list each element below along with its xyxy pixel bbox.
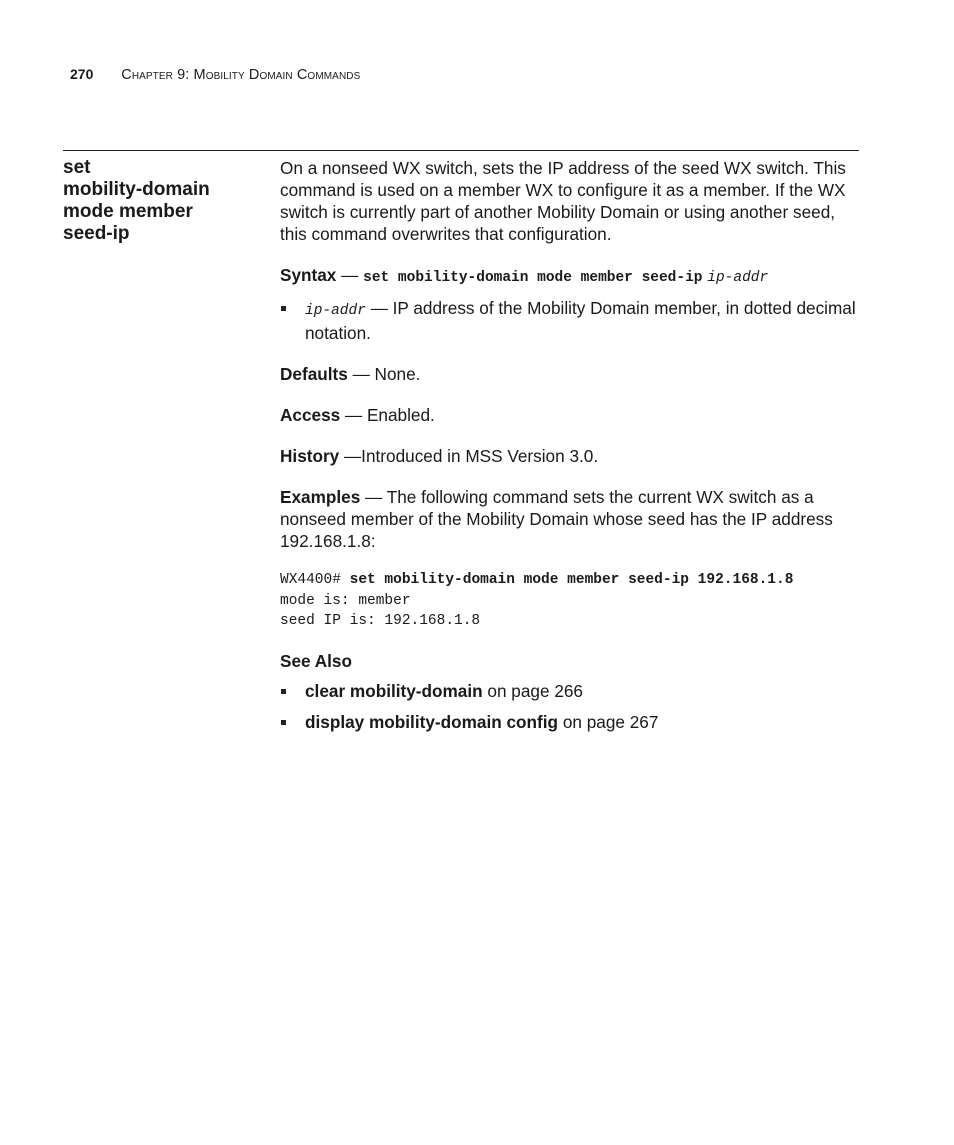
command-title-line: seed-ip (63, 223, 130, 244)
defaults-text: — None. (347, 364, 421, 384)
history-text: —Introduced in MSS Version 3.0. (339, 446, 599, 466)
command-title (63, 157, 263, 245)
see-also-page-ref: on page 266 (482, 680, 583, 701)
examples-paragraph (280, 486, 860, 552)
command-title-line: mobility-domain (63, 179, 210, 200)
see-also-page-ref: on page 267 (558, 711, 659, 732)
see-also-link[interactable]: clear mobility-domain (305, 680, 483, 701)
intro-paragraph: On a nonseed WX switch, sets the IP address of the seed WX switch. This command is used on a member WX to configure it as a member. If the WX switch is currently part of another Mobility Domain or using another seed, this command overwrites that configuration. (280, 158, 846, 244)
command-title-line: set (63, 157, 91, 178)
param-desc: — IP address of the Mobility Domain member, in dotted decimal notation. (305, 298, 856, 343)
bullet-icon (281, 689, 286, 694)
command-body (280, 157, 860, 733)
access-label: Access (280, 405, 341, 425)
code-output-line: seed IP is: 192.168.1.8 (280, 613, 481, 629)
syntax-command: set mobility-domain mode member seed-ip (363, 270, 703, 286)
defaults-line (280, 363, 860, 385)
examples-label: Examples (280, 487, 361, 507)
section-divider (63, 150, 859, 151)
example-code-block (280, 570, 860, 632)
page-header (70, 66, 360, 83)
syntax-param: ip-addr (707, 270, 769, 286)
syntax-line (280, 264, 860, 289)
examples-text: — The following command sets the current WX switch as a nonseed member of the Mobility Domain whose seed has the IP address 192.168.1.8: (280, 487, 833, 551)
see-also-heading: See Also (280, 650, 352, 671)
code-command: set mobility-domain mode member seed-ip 192.168.1.8 (349, 572, 794, 588)
access-line (280, 404, 860, 426)
param-name: ip-addr (305, 303, 366, 319)
code-line (280, 570, 860, 591)
defaults-label: Defaults (280, 364, 348, 384)
syntax-dash: — (336, 265, 364, 285)
param-item (280, 297, 860, 344)
history-label: History (280, 446, 340, 466)
see-also-link[interactable]: display mobility-domain config (305, 711, 559, 732)
code-output-line: mode is: member (280, 592, 411, 609)
chapter-title: Chapter 9: Mobility Domain Commands (121, 67, 361, 83)
history-line (280, 445, 860, 467)
code-prompt: WX4400# (280, 572, 350, 588)
access-text: — Enabled. (340, 405, 435, 425)
see-also-item[interactable] (280, 711, 860, 733)
see-also-item[interactable] (280, 680, 860, 702)
bullet-icon (281, 720, 286, 725)
page-number: 270 (70, 66, 94, 82)
command-title-line: mode member (63, 201, 193, 222)
bullet-icon (281, 306, 286, 311)
syntax-label: Syntax (280, 265, 337, 285)
